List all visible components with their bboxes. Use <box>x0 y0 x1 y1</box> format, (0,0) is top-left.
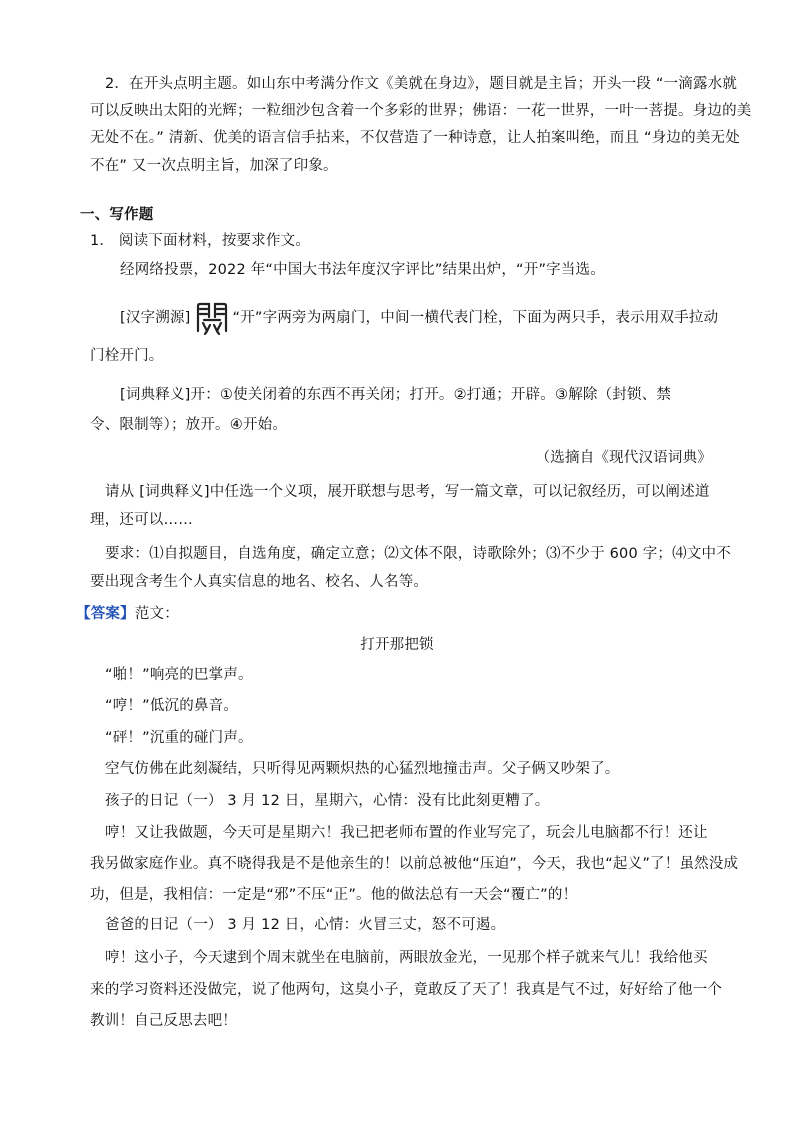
essay-line-1: “啪！”响亮的巴掌声。 <box>105 667 253 683</box>
father-diary-line-1: 哼！这小子，今天逮到个周末就坐在电脑前，两眼放金光，一见那个样子就来气儿！我给他买 <box>105 950 708 966</box>
vote-paragraph: 经网络投票，2022 年“中国大书法年度汉字评比”结果出炉，“开”字当选。 <box>120 262 605 278</box>
ancient-kai-character-icon <box>195 301 229 335</box>
essay-line-3: “砰！”沉重的碰门声。 <box>105 730 253 746</box>
question-number-line: 1． 阅读下面材料，按要求作文。 <box>90 233 311 249</box>
father-diary-line-3: 教训！自己反思去吧！ <box>90 1013 237 1029</box>
answer-label: 【答案】 <box>76 606 135 622</box>
father-diary-line-2: 来的学习资料还没做完，说了他两句，这臭小子，竟敢反了天了！我真是气不过，好好给了他一个 <box>90 982 723 998</box>
dictionary-line-2: 令、限制等）；放开。④开始。 <box>90 417 288 433</box>
answer-label-suffix: 范文： <box>134 606 179 622</box>
etymology-continuation: 门栓开门。 <box>90 348 164 364</box>
etymology-line <box>120 298 718 338</box>
section-title: 一、写作题 <box>80 207 154 223</box>
prompt-line-1: 请从 [词典释义]中任选一个义项，展开联想与思考，写一篇文章，可以记叙经历，可以阐述道 <box>105 484 710 500</box>
etymology-text: “开”字两旁为两扇门，中间一横代表门栓，下面为两只手，表示用双手拉动 <box>232 310 719 326</box>
answer-header <box>76 603 179 625</box>
source-citation: （选摘自《现代汉语词典》 <box>535 450 712 466</box>
child-diary-line-1: 哼！又让我做题，今天可是星期六！我已把老师布置的作业写完了，玩会儿电脑都不行！还让 <box>105 825 708 841</box>
intro-line-2: 可以反映出太阳的光辉；一粒细沙包含着一个多彩的世界；佛语：一花一世界，一叶一菩提。身边的美 <box>90 103 752 119</box>
dictionary-line-1: [词典释义]开：①使关闭着的东西不再关闭；打开。②打通；开辟。③解除（封锁、禁 <box>120 387 672 403</box>
child-diary-line-3: 功，但是，我相信：一定是“邪”不压“正”。他的做法总有一天会“覆亡”的！ <box>90 887 578 903</box>
intro-line-4: 不在” 又一次点明主旨，加深了印象。 <box>90 158 338 174</box>
prompt-line-2: 理，还可以…… <box>90 512 193 528</box>
intro-line-3: 无处不在。” 清新、优美的语言信手拈来，不仅营造了一种诗意，让人拍案叫绝，而且 “身边的美无处 <box>90 130 740 146</box>
child-diary-line-2: 我另做家庭作业。真不晓得我是不是他亲生的！以前总被他“压迫”，今天，我也“起义”了！虽然没成 <box>90 856 739 872</box>
father-diary-header: 爸爸的日记（一） 3 月 12 日，心情：火冒三丈，怒不可遏。 <box>105 917 506 933</box>
essay-line-4: 空气仿佛在此刻凝结，只听得见两颗炽热的心猛烈地撞击声。父子俩又吵架了。 <box>105 761 620 777</box>
etymology-prefix: [汉字溯源] <box>120 310 191 326</box>
child-diary-header: 孩子的日记（一） 3 月 12 日，星期六，心情：没有比此刻更糟了。 <box>105 793 550 809</box>
requirements-line-1: 要求：⑴自拟题目，自选角度，确定立意；⑵文体不限，诗歌除外；⑶不少于 600 字；⑷文中不 <box>105 546 731 562</box>
requirements-line-2: 要出现含考生个人真实信息的地名、校名、人名等。 <box>90 574 429 590</box>
intro-line-1: 2．在开头点明主题。如山东中考满分作文《美就在身边》，题目就是主旨；开头一段 “一滴露水就 <box>105 76 738 92</box>
essay-line-2: “哼！”低沉的鼻音。 <box>105 698 239 714</box>
essay-title: 打开那把锁 <box>360 637 434 653</box>
